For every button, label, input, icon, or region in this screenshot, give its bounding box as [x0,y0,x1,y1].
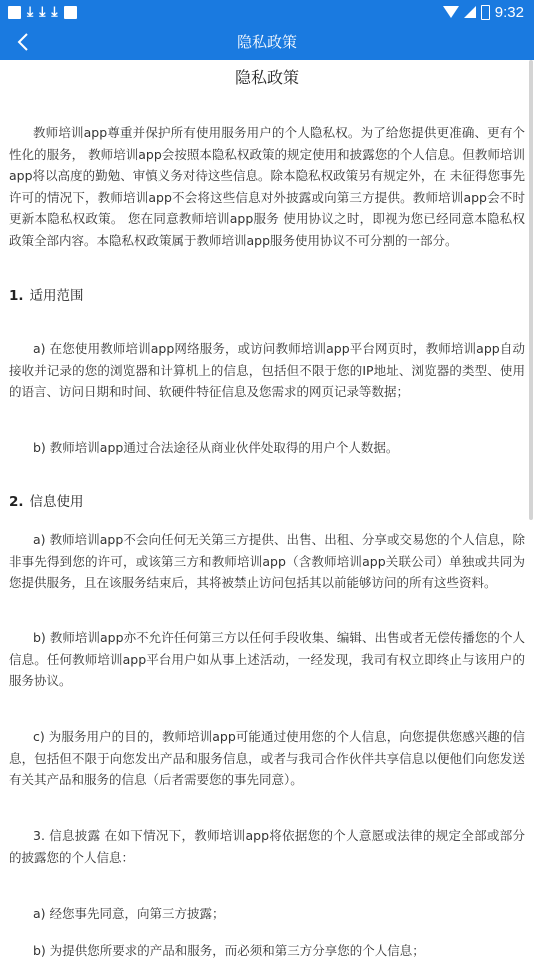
app-icon [64,6,77,19]
download-icon: ⤓ [27,4,34,20]
section-2-number: 2. [9,494,24,510]
status-left [8,5,77,19]
section-2-heading [9,492,84,512]
wifi-icon [443,6,459,18]
page-title: 隐私政策 [236,33,297,51]
scrollbar[interactable] [529,60,533,520]
policy-content [0,60,534,90]
section-2-item-c: c) 为服务用户的目的，教师培训app可能通过使用您的个人信息，向您提供您感兴趣的信息，包括但不限于向您发出产品和服务信息，或者与我司合作伙伴共享信息以便他们向您发送有关其产品和服务的信息（后者需要您的事先同意）。 [9,729,525,787]
section-1-item-b: b) 教师培训app通过合法途径从商业伙伴处取得的用户个人数据。 [33,440,399,455]
section-1-number: 1. [9,288,24,304]
section-2-title: 信息使用 [29,494,84,510]
download-icon: ⤓ [51,4,58,20]
section-3-paragraph: 3. 信息披露 在如下情况下，教师培训app将依据您的个人意愿或法律的规定全部或部分的披露您的个人信息： [9,828,525,865]
section-1-item-a: a) 在您使用教师培训app网络服务，或访问教师培训app平台网页时，教师培训app自动接收并记录的您的浏览器和计算机上的信息，包括但不限于您的IP地址、浏览器的类型、使用的语言、访问日期和时间、软硬件特征信息及您需求的网页记录等数据； [9,341,525,399]
nav-bar [0,24,534,60]
section-2-item-a: a) 教师培训app不会向任何无关第三方提供、出售、出租、分享或交易您的个人信息，除非事先得到您的许可，或该第三方和教师培训app（含教师培训app关联公司）单独或共同为您提供服务，且在该服务结束后，其将被禁止访问包括其以前能够访问的所有这些资料。 [9,532,525,590]
battery-icon [481,5,490,20]
status-right [443,4,524,21]
download-icon: ⤓ [39,4,46,20]
intro-paragraph: 教师培训app尊重并保护所有使用服务用户的个人隐私权。为了给您提供更准确、更有个性化的服务， 教师培训app会按照本隐私权政策的规定使用和披露您的个人信息。但教师培训app将以高度的勤勉、审慎义务对待这些信息。除本隐私权政策另有规定外，在 未征得您事先许可的情况下，教师培训app不会将这些信息对外披露或向第三方提供。教师培训app会不时更新本隐私权政策。 您在同意教师培训app服务 使用协议之时，即视为您已经同意本隐私权政策全部内容。本隐私权政策属于教师培训app服务使用协议不可分割的一部分。 [9,125,525,248]
document-title: 隐私政策 [234,68,299,87]
section-1-heading [9,286,84,306]
status-bar [0,0,534,24]
notification-square-icon [8,6,21,19]
section-3-item-a: a) 经您事先同意，向第三方披露； [33,906,225,921]
section-2-item-b: b) 教师培训app亦不允许任何第三方以任何手段收集、编辑、出售或者无偿传播您的个人信息。任何教师培训app平台用户如从事上述活动，一经发现，我司有权立即终止与该用户的服务协议。 [9,630,525,688]
section-1-title: 适用范围 [29,288,84,304]
signal-icon [464,6,476,18]
status-time: 9:32 [494,3,524,21]
section-3-item-b: b) 为提供您所要求的产品和服务，而必须和第三方分享您的个人信息； [33,943,425,958]
